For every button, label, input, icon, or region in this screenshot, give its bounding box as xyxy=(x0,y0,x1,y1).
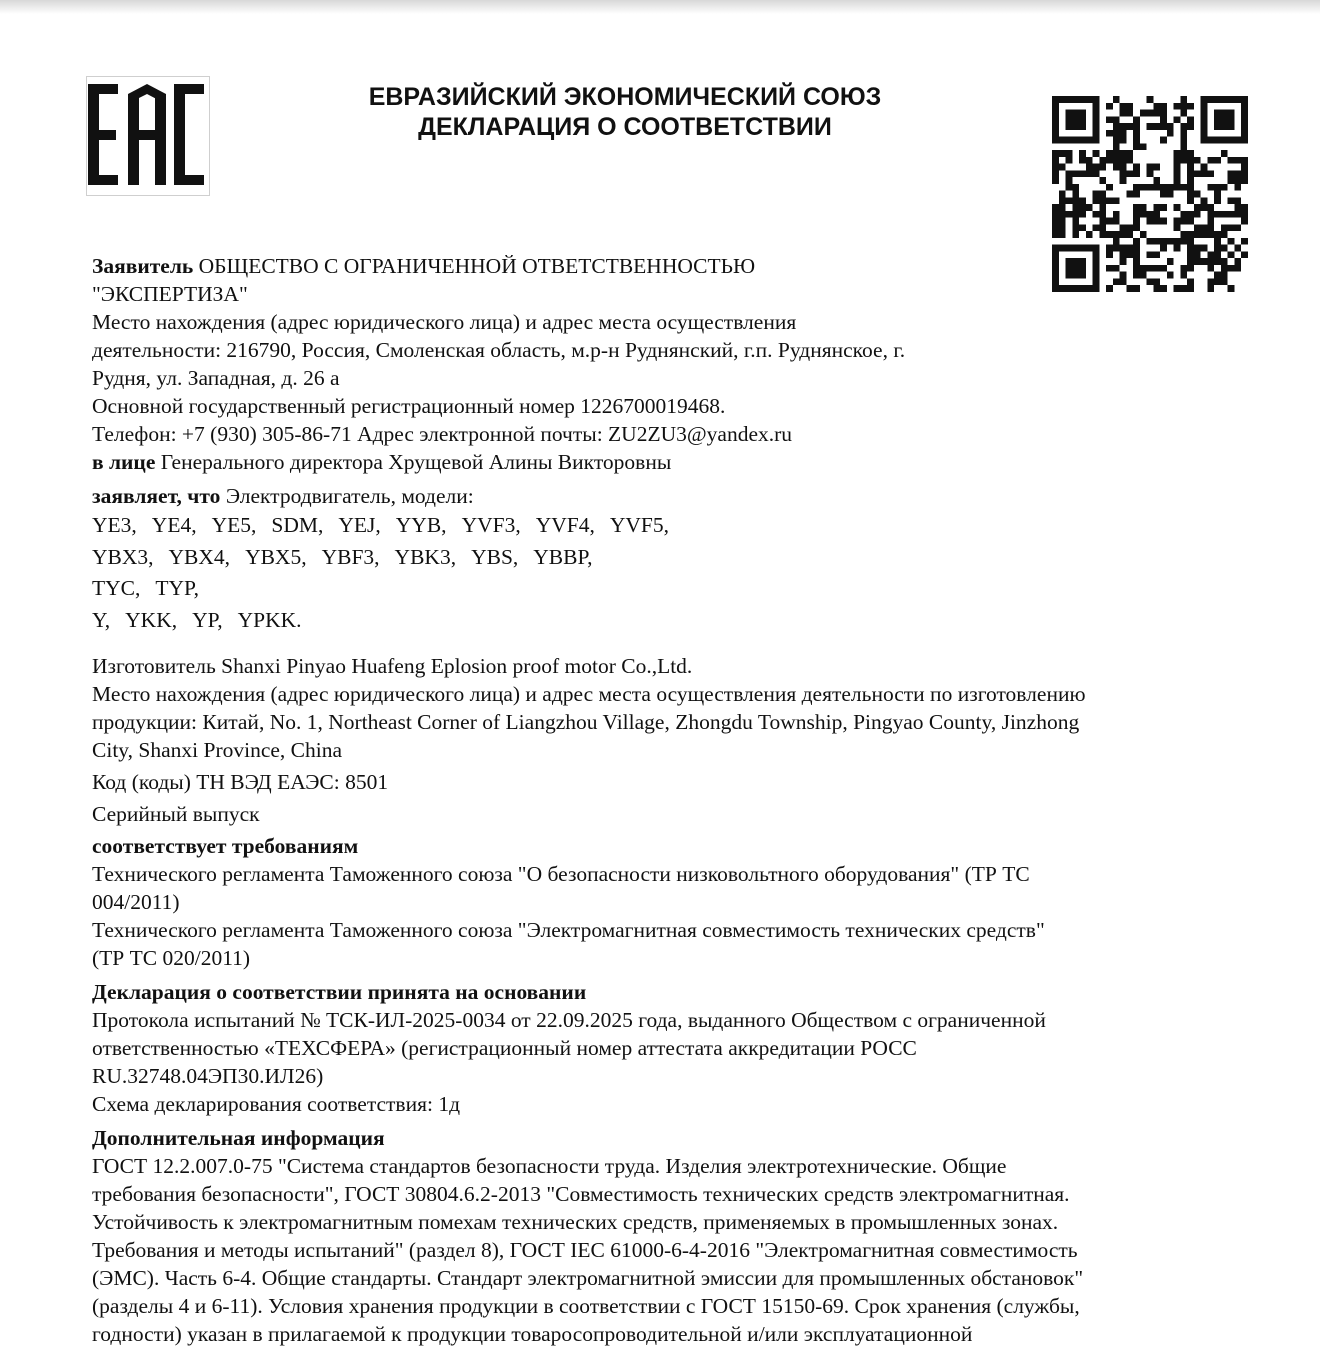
additional-info-text: Требования и методы испытаний" (раздел 8), ГОСТ IEC 61000-6-4-2016 "Электромагнитная совместимость xyxy=(92,1238,1078,1262)
model-item: YBK3, xyxy=(394,544,457,569)
additional-info-text: Устойчивость к электромагнитным помехам технических средств, применяемых в промышленных зонах. xyxy=(92,1210,1059,1234)
manufacturer-address: City, Shanxi Province, China xyxy=(92,738,343,762)
model-item: YE4, xyxy=(151,513,197,537)
basis-text: RU.32748.04ЭП30.ИЛ26) xyxy=(92,1064,324,1088)
applicant-name: ОБЩЕСТВО С ОГРАНИЧЕННОЙ ОТВЕТСТВЕННОСТЬЮ xyxy=(198,254,756,278)
model-item: YKK, xyxy=(125,607,178,632)
model-item: YBBP, xyxy=(533,544,593,569)
declares-label: заявляет, что xyxy=(92,484,221,508)
declares-line xyxy=(92,482,1232,510)
model-item: SDM, xyxy=(271,513,324,537)
header-union-title: ЕВРАЗИЙСКИЙ ЭКОНОМИЧЕСКИЙ СОЮЗ xyxy=(368,83,882,111)
basis-text: Протокола испытаний № ТСК-ИЛ-2025-0034 от 22.09.2025 года, выданного Обществом с ограниченной xyxy=(92,1008,1046,1032)
tnved-code: Код (коды) ТН ВЭД ЕАЭС: 8501 xyxy=(92,770,389,794)
model-item: YBX4, xyxy=(168,544,231,569)
serial-release: Серийный выпуск xyxy=(92,802,260,826)
model-row xyxy=(92,510,1232,542)
document-header xyxy=(310,82,940,142)
additional-info-text: ГОСТ 12.2.007.0-75 "Система стандартов безопасности труда. Изделия электротехнические. Общие xyxy=(92,1154,1007,1178)
model-item: YBS, xyxy=(471,544,519,569)
model-item: YPKK. xyxy=(237,607,302,632)
model-item: YBX3, xyxy=(92,544,154,569)
model-item: Y, xyxy=(92,607,111,632)
applicant-address: Рудня, ул. Западная, д. 26 а xyxy=(92,366,340,390)
manufacturer-address: Место нахождения (адрес юридического лица) и адрес места осуществления деятельности по изготовлению xyxy=(92,682,1086,706)
additional-info-text: (ЭМС). Часть 6-4. Общие стандарты. Стандарт электромагнитной эмиссии для промышленных обстановок" xyxy=(92,1266,1084,1290)
basis-text: ответственностью «ТЕХСФЕРА» (регистрационный номер аттестата аккредитации РОСС xyxy=(92,1036,917,1060)
person-label: в лице xyxy=(92,450,156,474)
basis-label: Декларация о соответствии принята на основании xyxy=(92,980,587,1004)
model-row xyxy=(92,573,1232,605)
regulation-emc: Технического регламента Таможенного союза "Электромагнитная совместимость технических средств" xyxy=(92,918,1045,942)
model-item: YVF4, xyxy=(535,513,595,537)
model-row xyxy=(92,542,1232,574)
model-item: YBX5, xyxy=(245,544,307,569)
model-item: YVF5, xyxy=(609,513,669,537)
model-list xyxy=(92,510,1232,636)
model-item: YP, xyxy=(192,607,223,632)
model-item: YYB, xyxy=(395,513,447,537)
manufacturer-line: Изготовитель Shanxi Pinyao Huafeng Eplosion proof motor Co.,Ltd. xyxy=(92,654,693,678)
model-item: YVF3, xyxy=(461,513,521,537)
declaration-body xyxy=(92,252,1232,1348)
eac-mark-icon xyxy=(86,76,210,196)
conformity-label: соответствует требованиям xyxy=(92,834,359,858)
model-item: TYP, xyxy=(155,576,199,600)
applicant-person xyxy=(92,448,1232,476)
manufacturer-address: продукции: Китай, No. 1, Northeast Corner of Liangzhou Village, Zhongdu Township, Pingyao County, Jinzhong xyxy=(92,710,1080,734)
applicant-ogrn: Основной государственный регистрационный номер 1226700019468. xyxy=(92,394,726,418)
applicant-contacts: Телефон: +7 (930) 305-86-71 Адрес электронной почты: ZU2ZU3@yandex.ru xyxy=(92,422,793,446)
additional-info-text: годности) указан в прилагаемой к продукции товаросопроводительной и/или эксплуатационной xyxy=(92,1322,973,1346)
declaration-scheme: Схема декларирования соответствия: 1д xyxy=(92,1092,461,1116)
product-name: Электродвигатель, модели: xyxy=(225,484,474,508)
additional-info-text: требования безопасности", ГОСТ 30804.6.2-2013 "Совместимость технических средств электромагнитная. xyxy=(92,1182,1070,1206)
model-row xyxy=(92,605,1232,637)
applicant-name-cont: "ЭКСПЕРТИЗА" xyxy=(92,282,248,306)
page-top-shadow xyxy=(0,0,1320,14)
regulation-low-voltage: Технического регламента Таможенного союза "О безопасности низковольтного оборудования" (ТР ТС xyxy=(92,862,1030,886)
regulation-emc: (ТР ТС 020/2011) xyxy=(92,946,251,970)
applicant-label: Заявитель xyxy=(92,254,194,278)
regulation-low-voltage: 004/2011) xyxy=(92,890,180,914)
applicant-line xyxy=(92,252,1232,280)
model-item: TYC, xyxy=(92,576,141,600)
model-item: YE5, xyxy=(211,513,257,537)
additional-info-text: (разделы 4 и 6-11). Условия хранения продукции в соответствии с ГОСТ 15150-69. Срок хранения (службы, xyxy=(92,1294,1080,1318)
applicant-address: Место нахождения (адрес юридического лица) и адрес места осуществления xyxy=(92,310,797,334)
header-declaration-title: ДЕКЛАРАЦИЯ О СООТВЕТСТВИИ xyxy=(418,113,832,141)
applicant-address: деятельности: 216790, Россия, Смоленская область, м.р-н Руднянский, г.п. Руднянское, г. xyxy=(92,338,906,362)
model-item: YBF3, xyxy=(321,544,380,569)
model-item: YE3, xyxy=(92,513,137,537)
model-item: YEJ, xyxy=(338,513,381,537)
person-name: Генерального директора Хрущевой Алины Викторовны xyxy=(160,450,672,474)
additional-info-label: Дополнительная информация xyxy=(92,1126,385,1150)
